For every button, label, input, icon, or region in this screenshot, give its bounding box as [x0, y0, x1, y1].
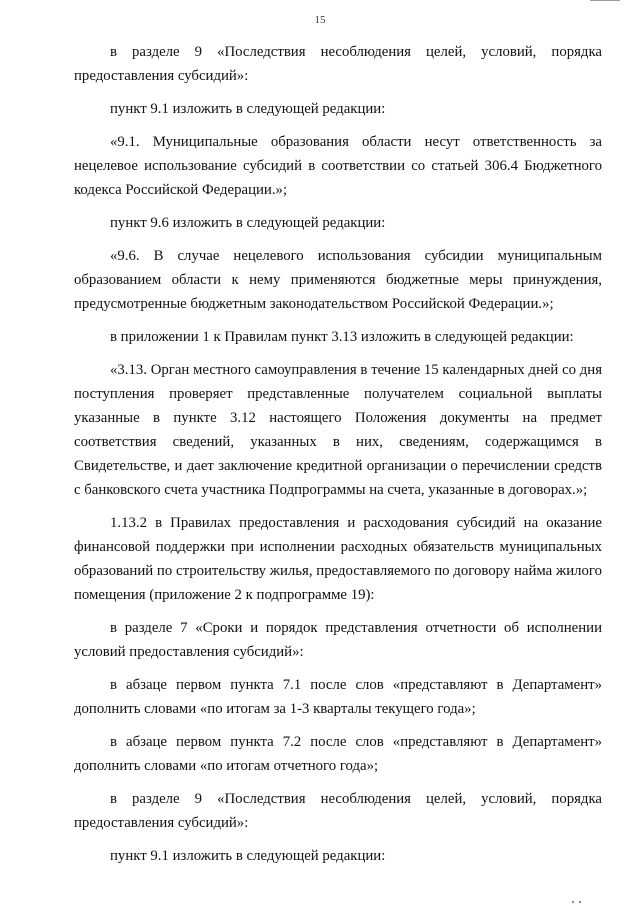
scan-artifact-dots: [572, 890, 592, 894]
paragraph-section-9-heading: в разделе 9 «Последствия несоблюдения целей, условий, порядка предоставления субсидий»:: [74, 44, 602, 84]
paragraph-item-9-1-intro: пункт 9.1 изложить в следующей редакции:: [110, 101, 386, 117]
paragraph-item-9-6-intro: пункт 9.6 изложить в следующей редакции:: [110, 215, 386, 231]
paragraph-section-7-heading: в разделе 7 «Сроки и порядок представления отчетности об исполнении условий предоставления субсидий»:: [74, 620, 602, 660]
paragraph-section-9-heading-repeat: в разделе 9 «Последствия несоблюдения целей, условий, порядка предоставления субсидий»:: [74, 791, 602, 831]
paragraph-item-9-6-text: «9.6. В случае нецелевого использования субсидии муниципальным образованием области к нему применяются бюджетные меры принуждения, предусмотренные бюджетным законодательством Российской Федерации.»;: [74, 248, 602, 312]
page-number: 15: [314, 14, 326, 26]
paragraph-item-3-13-text: «3.13. Орган местного самоуправления в течение 15 календарных дней со дня поступления проверяет представленные получателем социальной выплаты указанные в пункте 3.12 настоящего Положения документы на предмет соответствия сведений, указанных в них, сведениям, содержащимся в Свидетельстве, и дает заключение кредитной организации о перечислении средств с банковского счета участника Подпрограммы на счета, указанные в договорах.»;: [74, 362, 602, 498]
paragraph-item-9-1-intro-repeat: пункт 9.1 изложить в следующей редакции:: [110, 848, 386, 864]
paragraph-item-1-13-2: 1.13.2 в Правилах предоставления и расходования субсидий на оказание финансовой поддержки при исполнении расходных обязательств муниципальных образований по строительству жилья, предоставляемого по договору найма жилого помещения (приложение 2 к подпрограмме 19):: [74, 515, 602, 603]
paragraph-item-7-1-amendment: в абзаце первом пункта 7.1 после слов «представляют в Департамент» дополнить словами «по итогам за 1-3 кварталы текущего года»;: [74, 677, 602, 717]
paragraph-item-9-1-text: «9.1. Муниципальные образования области несут ответственность за нецелевое использование субсидий в соответствии со статьей 306.4 Бюджетного кодекса Российской Федерации.»;: [74, 134, 602, 198]
paragraph-appendix-1-intro: в приложении 1 к Правилам пункт 3.13 изложить в следующей редакции:: [110, 329, 574, 345]
document-body: [74, 40, 602, 877]
scan-corner-mark: [582, 0, 622, 6]
paragraph-item-7-2-amendment: в абзаце первом пункта 7.2 после слов «представляют в Департамент» дополнить словами «по итогам отчетного года»;: [74, 734, 602, 774]
